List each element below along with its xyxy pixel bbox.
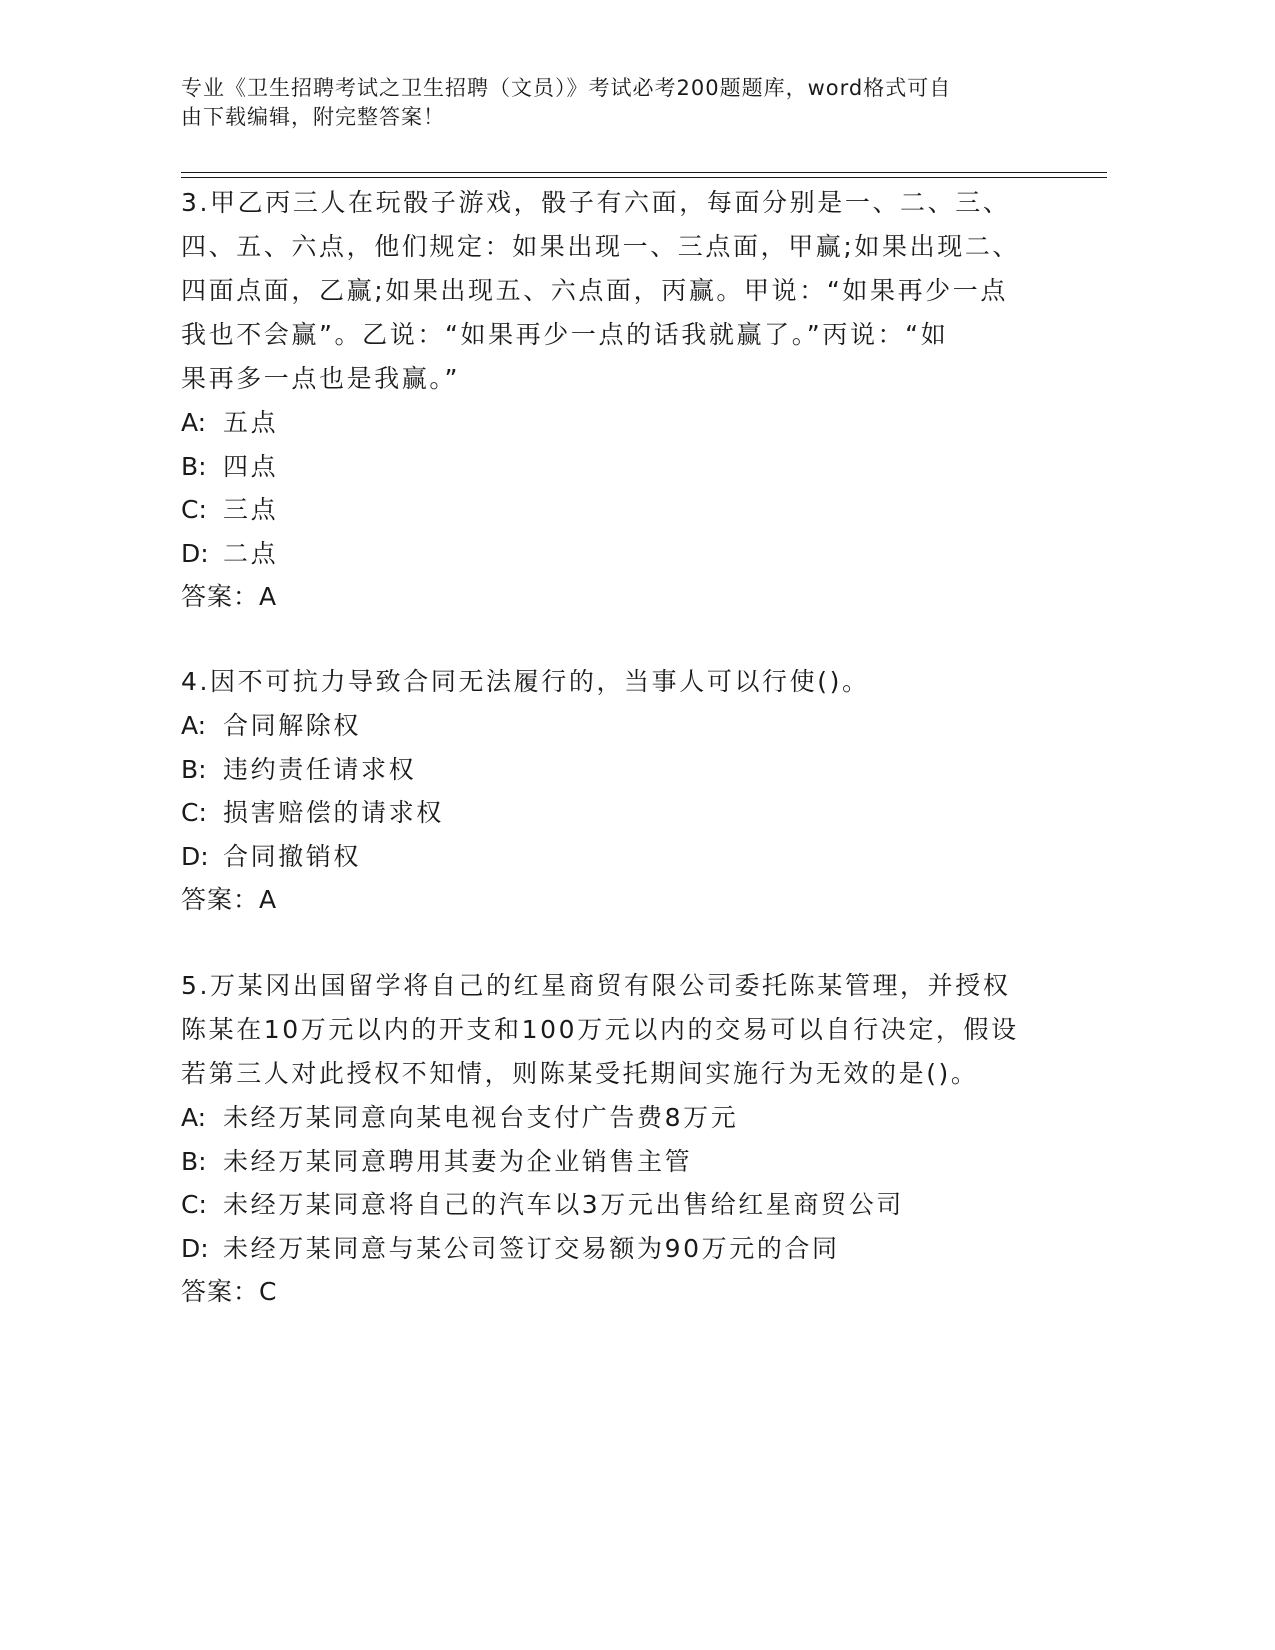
question-text-line: 3.甲乙丙三人在玩骰子游戏，骰子有六面，每面分别是一、二、三、: [181, 188, 1011, 217]
option-key: A:: [181, 711, 207, 740]
option-a: [181, 1096, 1041, 1140]
option-b: [181, 748, 1041, 792]
option-key: A:: [181, 1103, 207, 1132]
option-text: 三点: [223, 495, 279, 524]
question-text-line: 5.万某冈出国留学将自己的红星商贸有限公司委托陈某管理，并授权: [181, 971, 1011, 1000]
option-text: 合同撤销权: [223, 841, 362, 871]
question-3: [181, 181, 1041, 619]
header-line: 专业《卫生招聘考试之卫生招聘（文员）》考试必考200题题库，word格式可自: [181, 76, 952, 100]
question-5: [181, 964, 1041, 1314]
question-text-line: 我也不会赢”。乙说：“如果再少一点的话我就赢了。”丙说：“如: [181, 320, 949, 349]
option-key: B:: [181, 1146, 207, 1176]
option-d: [181, 835, 1041, 879]
answer-label: 答案：A: [181, 885, 278, 914]
option-text: 未经万某同意与某公司签订交易额为90万元的合同: [223, 1233, 840, 1263]
question-4: [181, 660, 1041, 922]
option-key: B:: [181, 754, 207, 784]
option-c: [181, 488, 1041, 532]
option-a: [181, 401, 1041, 445]
option-c: [181, 791, 1041, 835]
option-text: 违约责任请求权: [223, 754, 417, 784]
option-text: 未经万某同意向某电视台支付广告费8万元: [223, 1103, 739, 1132]
option-key: D:: [181, 1233, 209, 1263]
option-key: A:: [181, 408, 207, 437]
option-text: 损害赔偿的请求权: [223, 798, 444, 827]
option-b: [181, 445, 1041, 489]
option-key: D:: [181, 841, 209, 871]
document-header: [181, 74, 1041, 132]
question-text-line: 四面点面，乙赢;如果出现五、六点面，丙赢。甲说：“如果再少一点: [181, 276, 1008, 305]
option-key: C:: [181, 798, 207, 827]
option-text: 合同解除权: [223, 711, 362, 740]
option-key: C:: [181, 1190, 207, 1219]
answer-label: 答案：C: [181, 1277, 278, 1306]
option-b: [181, 1140, 1041, 1184]
header-line: 由下载编辑，附完整答案！: [181, 105, 445, 129]
option-d: [181, 532, 1041, 576]
option-text: 四点: [223, 451, 279, 481]
option-c: [181, 1183, 1041, 1227]
option-text: 未经万某同意聘用其妻为企业销售主管: [223, 1146, 693, 1176]
option-key: C:: [181, 495, 207, 524]
question-text-line: 四、五、六点，他们规定：如果出现一、三点面，甲赢;如果出现二、: [181, 232, 1021, 261]
header-divider-bottom: [181, 177, 1107, 178]
question-text-line: 陈某在10万元以内的开支和100万元以内的交易可以自行决定，假设: [181, 1015, 1019, 1044]
option-a: [181, 704, 1041, 748]
answer-label: 答案：A: [181, 582, 278, 611]
question-text-line: 4.因不可抗力导致合同无法履行的，当事人可以行使()。: [181, 667, 870, 696]
header-divider-top: [181, 172, 1107, 173]
question-text-line: 果再多一点也是我赢。”: [181, 364, 461, 393]
option-d: [181, 1227, 1041, 1271]
option-key: D:: [181, 538, 209, 568]
option-text: 二点: [223, 538, 279, 568]
option-text: 五点: [223, 408, 279, 437]
question-text-line: 若第三人对此授权不知情，则陈某受托期间实施行为无效的是()。: [181, 1059, 979, 1088]
option-text: 未经万某同意将自己的汽车以3万元出售给红星商贸公司: [223, 1190, 904, 1219]
option-key: B:: [181, 451, 207, 481]
